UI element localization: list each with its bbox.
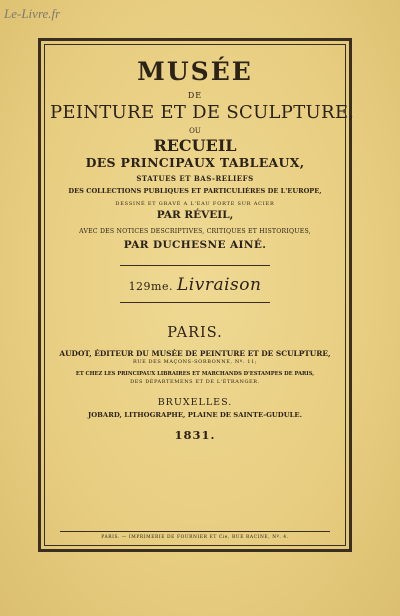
title-statues: STATUES ET BAS-RELIEFS: [136, 174, 254, 184]
title-main: MUSÉE: [137, 57, 253, 86]
title-ou: OU: [189, 126, 201, 135]
title-recueil: RECUEIL: [153, 135, 237, 155]
livraison-number: 129me.: [128, 280, 173, 294]
title-de: DE: [187, 90, 203, 100]
title-dessine: DESSINÉ ET GRAVÉ A L'EAU FORTE SUR ACIER: [115, 201, 275, 208]
title-subject: PEINTURE ET DE SCULPTURE,: [50, 101, 355, 123]
imprint-booksellers: ET CHEZ LES PRINCIPAUX LIBRAIRES ET MARCHANDS D'ESTAMPES DE PARIS,: [75, 371, 315, 377]
imprint-city-brussels: BRUXELLES.: [157, 396, 233, 408]
title-principaux: DES PRINCIPAUX TABLEAUX,: [85, 155, 305, 171]
imprint-publisher: AUDOT, ÉDITEUR DU MUSÉE DE PEINTURE ET DE SCULPTURE,: [59, 348, 331, 358]
title-block: [50, 52, 355, 443]
printer-footer: PARIS. — IMPRIMERIE DE FOURNIER ET Cie, RUE RACINE, Nº. 4.: [101, 535, 289, 540]
livraison-word: Livraison: [177, 275, 262, 296]
imprint-lithographer: JOBARD, LITHOGRAPHE, PLAINE DE SAINTE-GUDULE.: [88, 410, 302, 419]
title-par-reveil: PAR RÉVEIL,: [156, 208, 234, 221]
imprint-city: PARIS.: [167, 325, 223, 342]
imprint-address: RUE DES MAÇONS-SORBONNE, Nº. 11;: [132, 359, 258, 366]
footer-rule: [60, 531, 330, 532]
imprint-departements: DES DÉPARTEMENS ET DE L'ÉTRANGER.: [130, 378, 260, 385]
title-notices: AVEC DES NOTICES DESCRIPTIVES, CRITIQUES ET HISTORIQUES,: [79, 227, 311, 235]
livraison-rule-bottom: [120, 302, 270, 303]
title-collections: DES COLLECTIONS PUBLIQUES ET PARTICULIÈRES DE L'EUROPE,: [68, 187, 322, 196]
livraison-line: [50, 275, 340, 295]
livraison-rule-top: [120, 265, 270, 266]
watermark: Le-Livre.fr: [4, 6, 61, 21]
title-par-duchesne: PAR DUCHESNE AINÉ.: [123, 239, 267, 251]
imprint-year: 1831.: [174, 428, 216, 443]
